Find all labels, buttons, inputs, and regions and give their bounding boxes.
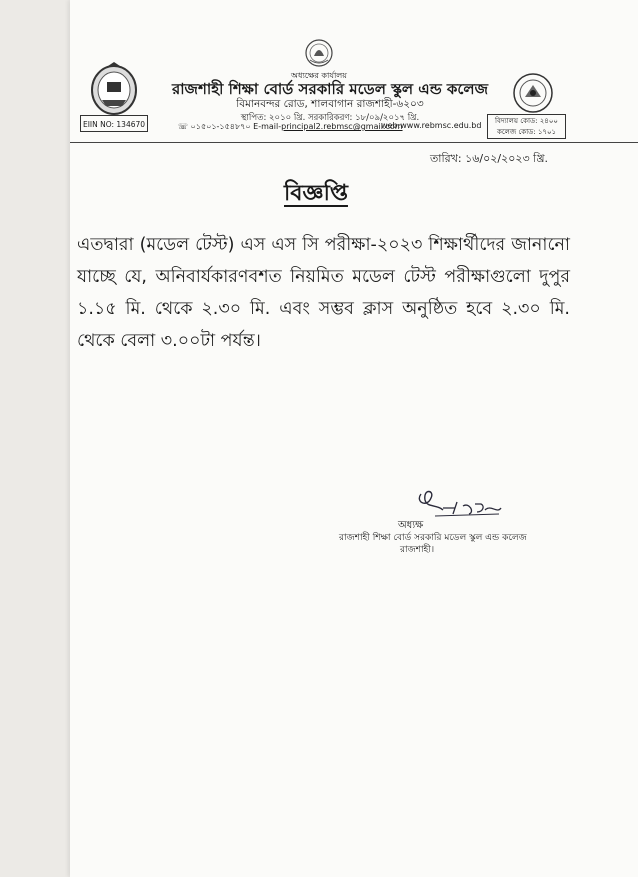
handwritten-signature — [413, 484, 503, 524]
college-code: কলেজ কোড: ১৭০১ — [496, 128, 557, 136]
established-line: স্থাপিত: ২০১০ খ্রি. সরকারিকরণ: ১৮/০৯/২০১৭ খ্রি. — [240, 113, 420, 123]
notice-title: বিজ্ঞপ্তি — [284, 181, 348, 206]
signatory-city: রাজশাহী। — [400, 545, 435, 555]
notice-date: তারিখ: ১৬/০২/২০২৩ খ্রি. — [430, 152, 549, 165]
contact-line — [178, 121, 403, 134]
address-line: বিমানবন্দর রোড, শালবাগান রাজশাহী-৬২০৩ — [236, 98, 424, 110]
email-link[interactable]: principal2.rebmsc@gmail.com — [281, 122, 403, 131]
office-label: অধ্যক্ষের কার্যালয় — [291, 71, 347, 80]
notice-body: এতদ্বারা (মডেল টেস্ট) এস এস সি পরীক্ষা-২০২৩ শিক্ষার্থীদের জানানো যাচ্ছে যে, অনিবার্যকারণবশত নিয়মিত মডেল টেস্ট পরীক্ষাগুলো দুপুর ১.১৫ মি. থেকে ২.৩০ মি. এবং সম্ভব ক্লাস অনুষ্ঠিত হবে ২.৩০ মি. থেকে বেলা ৩.০০টা পর্যন্ত। — [77, 235, 570, 351]
signatory-institution: রাজশাহী শিক্ষা বোর্ড সরকারি মডেল স্কুল এন্ড কলেজ — [339, 533, 527, 543]
bangladesh-emblem-icon — [302, 38, 336, 68]
website-link[interactable]: web:www.rebmsc.edu.bd — [381, 121, 482, 130]
signatory-title: অধ্যক্ষ — [398, 520, 424, 531]
phone-number: ☏ ০১৫০১-১৫৪৮৭০ — [178, 122, 251, 131]
school-code: বিদ্যালয় কোড: ২৪০০ — [495, 117, 558, 125]
eiin-box: EIIN NO: 134670 — [80, 115, 148, 132]
email-label: E-mail- — [253, 122, 282, 131]
header-divider — [70, 142, 638, 143]
institution-name: রাজশাহী শিক্ষা বোর্ড সরকারি মডেল স্কুল এন্ড কলেজ — [171, 80, 489, 98]
codes-box — [487, 114, 566, 139]
